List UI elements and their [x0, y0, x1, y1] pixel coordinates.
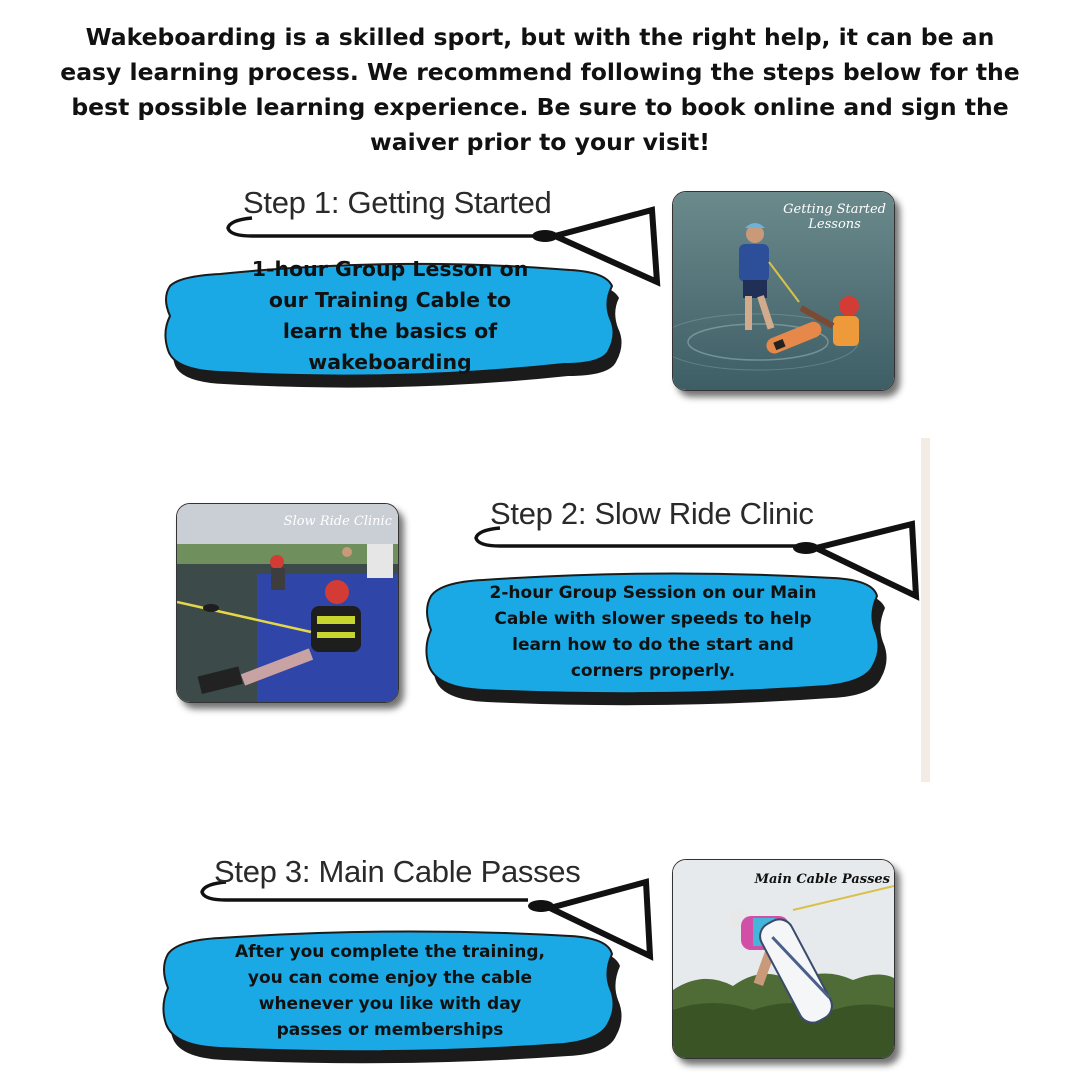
step-1-description: 1-hour Group Lesson on our Training Cable to learn the basics of wakeboarding — [251, 257, 529, 374]
step-1-photo-caption-line-1: Getting Started — [783, 202, 886, 217]
step-3-photo-caption: Main Cable Passes — [754, 872, 890, 887]
step-1-photo — [672, 191, 895, 391]
step-3-description-bubble — [160, 930, 630, 1065]
step-2-title: Step 2: Slow Ride Clinic — [490, 496, 814, 531]
intro-text: Wakeboarding is a skilled sport, but with the right help, it can be an easy learning process. We recommend following the steps below for the best possible learning experience. Be sure to book online and sign the waiver prior to your visit! — [60, 23, 1020, 156]
decorative-divider — [921, 438, 930, 782]
step-2-photo-caption: Slow Ride Clinic — [283, 514, 392, 529]
step-3-description: After you complete the training, you can come enjoy the cable whenever you like with day passes or memberships — [234, 941, 545, 1040]
step-2-description: 2-hour Group Session on our Main Cable with slower speeds to help learn how to do the start and corners properly. — [489, 583, 817, 681]
step-3-title: Step 3: Main Cable Passes — [214, 854, 581, 889]
step-1-photo-caption-line-2: Lessons — [808, 217, 861, 232]
step-1-title: Step 1: Getting Started — [243, 185, 552, 220]
step-1-photo-caption — [783, 202, 886, 232]
step-2-photo — [176, 503, 399, 703]
step-3-photo — [672, 859, 895, 1059]
step-2-description-bubble — [423, 568, 893, 708]
step-1-description-bubble — [160, 252, 630, 392]
